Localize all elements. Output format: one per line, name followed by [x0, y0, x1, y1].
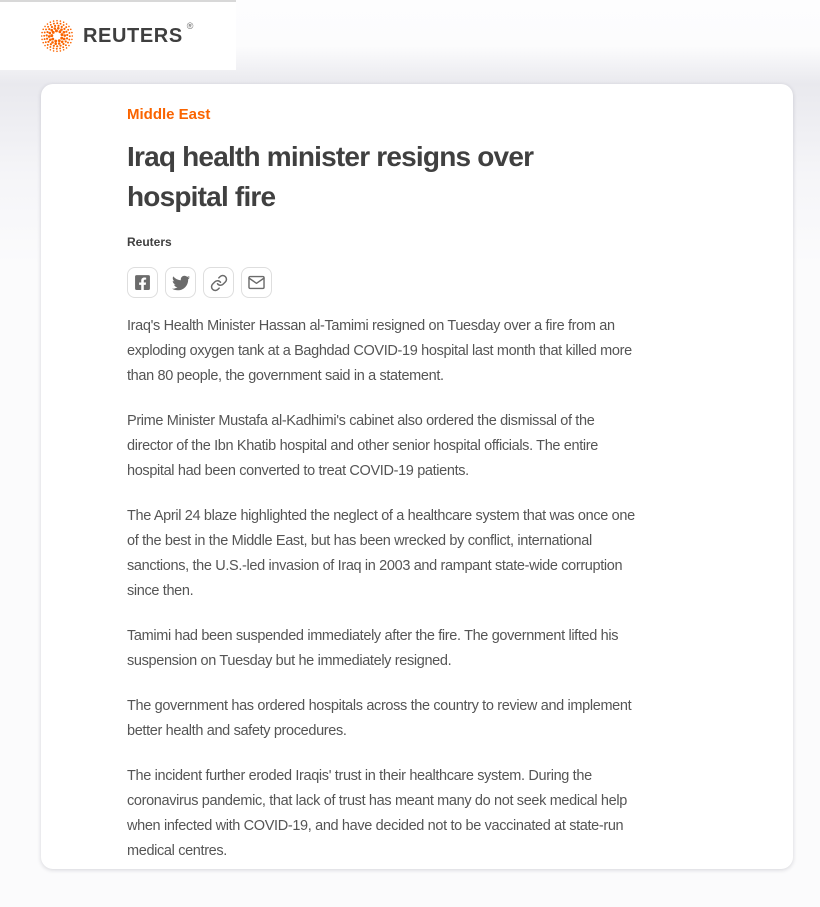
- article-title: Iraq health minister resigns over hospital fire: [127, 141, 534, 212]
- paragraph: Prime Minister Mustafa al-Kadhimi's cabinet also ordered the dismissal of the director of the Ibn Khatib hospital and other senior hospital officials. The entire hospital had been converted to treat COVID-19 patients.: [127, 413, 598, 479]
- paragraph: The government has ordered hospitals across the country to review and implement better health and safety procedures.: [127, 698, 632, 739]
- paragraph: The April 24 blaze highlighted the neglect of a healthcare system that was once one of the best in the Middle East, but has been wrecked by conflict, international sanctions, the U.S.-led invasion of Iraq in 2003 and rampant state-wide corruption since then.: [127, 508, 635, 599]
- reuters-logo-text: REUTERS: [83, 24, 183, 47]
- share-facebook-button[interactable]: [127, 267, 158, 298]
- page-background: [0, 84, 820, 907]
- copy-link-button[interactable]: [203, 267, 234, 298]
- twitter-icon: [172, 274, 190, 292]
- site-header: [0, 0, 236, 70]
- paragraph: Tamimi had been suspended immediately after the fire. The government lifted his suspension on Tuesday but he immediately resigned.: [127, 628, 619, 669]
- share-email-button[interactable]: [241, 267, 272, 298]
- byline: Reuters: [127, 235, 172, 249]
- section-link-middle-east[interactable]: Middle East: [127, 106, 211, 123]
- email-icon: [247, 273, 266, 292]
- share-toolbar: [127, 267, 635, 298]
- article-body: [127, 314, 635, 864]
- share-twitter-button[interactable]: [165, 267, 196, 298]
- registered-mark: ®: [186, 21, 194, 31]
- copy-link-icon: [210, 274, 228, 292]
- article-card: [41, 84, 793, 869]
- paragraph: The incident further eroded Iraqis' trust in their healthcare system. During the coronavirus pandemic, that lack of trust has meant many do not seek medical help when infected with COVID-19, and have decided not to be vaccinated at state-run medical centres.: [127, 768, 627, 859]
- paragraph: Iraq's Health Minister Hassan al-Tamimi resigned on Tuesday over a fire from an exploding oxygen tank at a Baghdad COVID-19 hospital last month that killed more than 80 people, the government said in a statement.: [127, 318, 632, 384]
- reuters-logo[interactable]: [40, 19, 193, 53]
- reuters-logo-icon: [40, 19, 74, 53]
- facebook-icon: [134, 274, 151, 291]
